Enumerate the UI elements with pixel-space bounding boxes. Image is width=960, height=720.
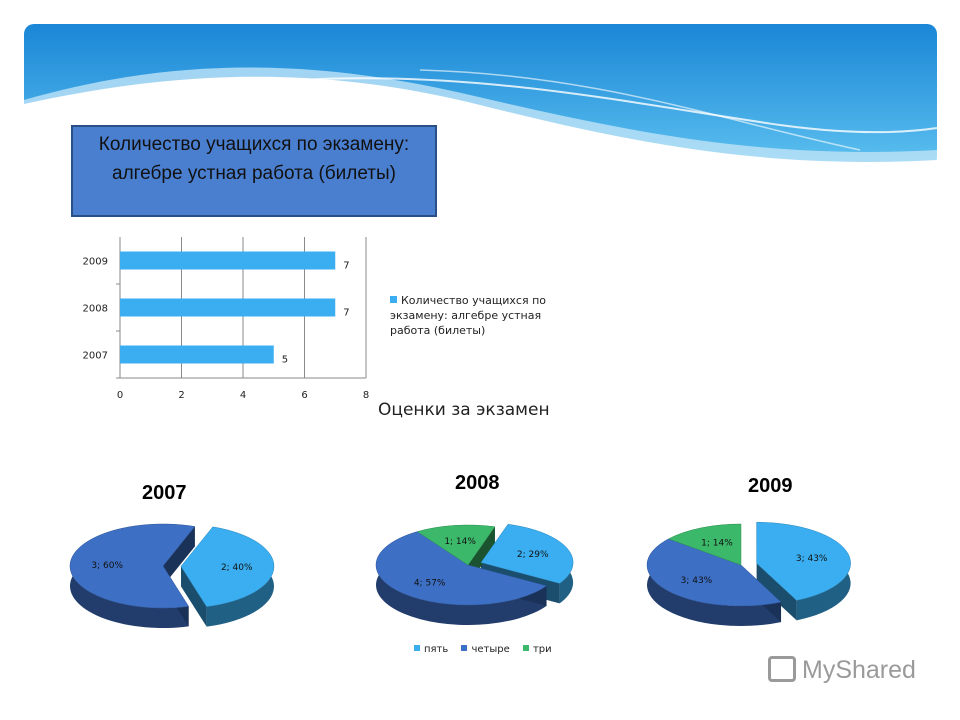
pie-legend-item-four: четыре [461, 644, 509, 655]
pie-data-label: 3; 43% [680, 576, 713, 587]
pie-2007 [70, 524, 274, 628]
pie-legend-item-three: три [523, 644, 552, 655]
x-tick-label: 2 [178, 390, 185, 401]
y-tick-label: 2008 [82, 303, 108, 315]
bar-data-label: 7 [343, 260, 350, 272]
pie-data-label: 2; 40% [220, 563, 253, 574]
pie-data-label: 3; 60% [91, 561, 124, 572]
pies-title: Оценки за экзамен [378, 400, 550, 420]
pie-data-label: 2; 29% [516, 549, 549, 560]
pie-title-2008: 2008 [455, 472, 500, 494]
x-tick-label: 6 [301, 390, 308, 401]
bar-legend-label: Количество учащихся по экзамену: алгебре устная работа (билеты) [390, 294, 547, 337]
x-tick-label: 0 [116, 390, 124, 401]
y-tick-label: 2007 [82, 350, 108, 362]
pie-2009 [647, 522, 851, 626]
pie-data-label: 1; 14% [701, 538, 733, 549]
pie-data-label: 1; 14% [444, 537, 476, 548]
pie-legend-item-five: пять [414, 644, 448, 655]
presentation-board-icon [768, 656, 796, 682]
logo-text: MyShared [802, 656, 916, 684]
bar-data-label: 5 [281, 354, 289, 366]
slide-title: Количество учащихся по экзамену: алгебре устная работа (билеты) [71, 125, 437, 217]
pie-data-label: 4; 57% [413, 578, 446, 589]
pie-title-2009: 2009 [748, 475, 793, 497]
watermark-logo [768, 656, 916, 685]
pie-2008 [376, 524, 573, 625]
y-tick-label: 2009 [82, 256, 108, 268]
x-tick-label: 8 [362, 390, 370, 401]
pie-title-2007: 2007 [142, 482, 187, 504]
x-tick-label: 4 [239, 390, 247, 401]
pie-legend [414, 644, 562, 655]
pie-data-label: 3; 43% [795, 553, 828, 564]
bar-data-label: 7 [343, 307, 350, 319]
